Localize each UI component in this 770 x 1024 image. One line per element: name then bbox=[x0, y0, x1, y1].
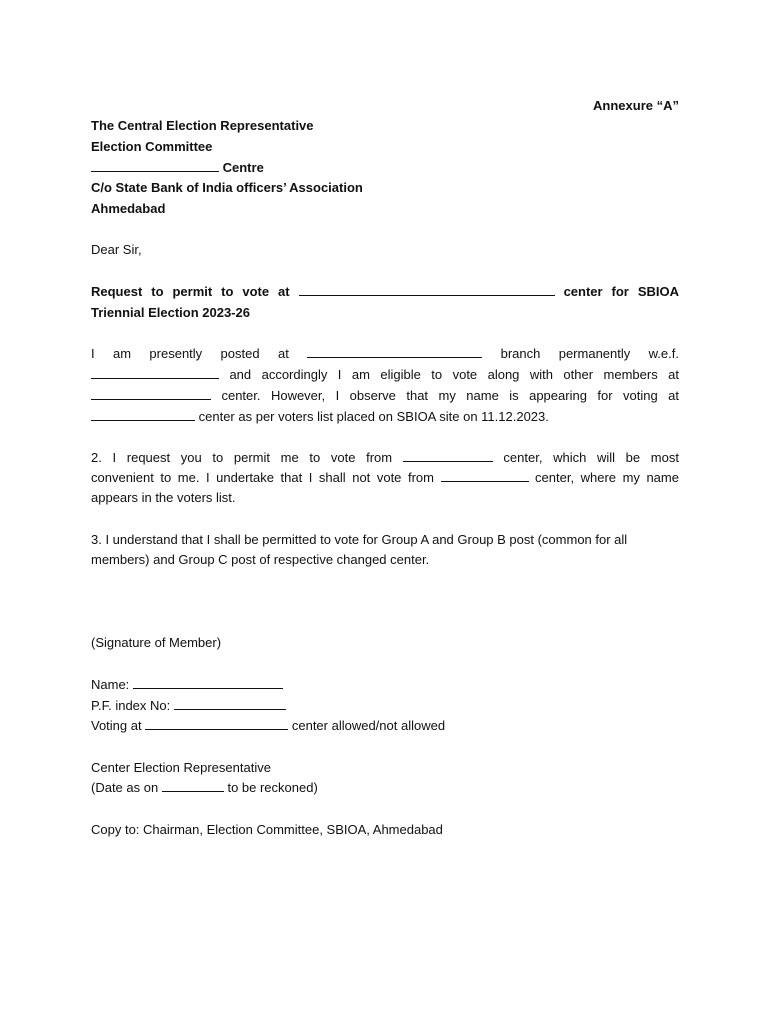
name-label: Name: bbox=[91, 677, 130, 692]
para1-line-4 bbox=[91, 409, 549, 425]
voting-at-label: Voting at bbox=[91, 718, 142, 733]
reckoned-label: to be reckoned) bbox=[227, 780, 318, 795]
para2-line-3: appears in the voters list. bbox=[91, 490, 236, 505]
para3-line-1: 3. I understand that I shall be permitted to vote for Group A and Group B post (common for all bbox=[91, 532, 628, 547]
centre-label: Centre bbox=[222, 160, 264, 175]
para2-text-c: convenient to me. I undertake that I shall not vote from bbox=[91, 470, 434, 485]
para1-text-e: center as per voters list placed on SBIOA site on 11.12.2023. bbox=[198, 409, 549, 424]
voting-at-row bbox=[91, 718, 445, 734]
date-as-on-label: (Date as on bbox=[91, 780, 159, 795]
pf-index-row bbox=[91, 698, 286, 714]
representative-date-row bbox=[91, 780, 318, 796]
subject-part-1: Request to permit to vote at bbox=[91, 284, 290, 299]
subject-center-blank[interactable] bbox=[299, 284, 555, 296]
address-line-4: C/o State Bank of India officers’ Association bbox=[91, 180, 363, 195]
voting-at-suffix: center allowed/not allowed bbox=[291, 718, 446, 733]
pf-index-field[interactable] bbox=[174, 698, 286, 710]
not-vote-center-blank[interactable] bbox=[441, 470, 529, 482]
subject-part-2: center for SBIOA bbox=[563, 284, 679, 299]
para1-text-b: branch permanently w.e.f. bbox=[500, 346, 679, 361]
annexure-label: Annexure “A” bbox=[593, 98, 679, 113]
subject-line-1 bbox=[91, 284, 679, 300]
wef-date-blank[interactable] bbox=[91, 367, 219, 379]
para1-line-3 bbox=[91, 388, 679, 404]
name-field[interactable] bbox=[133, 677, 283, 689]
address-line-2: Election Committee bbox=[91, 139, 213, 154]
para2-line-2 bbox=[91, 470, 679, 486]
para1-text-d: center. However, I observe that my name is appearing for voting at bbox=[221, 388, 679, 403]
salutation: Dear Sir, bbox=[91, 242, 142, 257]
appearing-center-blank[interactable] bbox=[91, 409, 195, 421]
para1-text-c: and accordingly I am eligible to vote along with other members at bbox=[229, 367, 679, 382]
representative-title: Center Election Representative bbox=[91, 760, 271, 775]
date-as-on-field[interactable] bbox=[162, 780, 224, 792]
pf-index-label: P.F. index No: bbox=[91, 698, 171, 713]
para2-line-1 bbox=[91, 450, 679, 466]
para2-text-d: center, where my name bbox=[535, 470, 679, 485]
para1-line-1 bbox=[91, 346, 679, 362]
vote-from-center-blank[interactable] bbox=[403, 450, 493, 462]
eligible-center-blank[interactable] bbox=[91, 388, 211, 400]
subject-line-2: Triennial Election 2023-26 bbox=[91, 305, 250, 320]
signature-label: (Signature of Member) bbox=[91, 635, 222, 650]
address-line-1: The Central Election Representative bbox=[91, 118, 314, 133]
name-row bbox=[91, 677, 283, 693]
voting-at-field[interactable] bbox=[145, 718, 288, 730]
address-line-centre bbox=[91, 160, 264, 176]
para2-text-b: center, which will be most bbox=[503, 450, 679, 465]
para3-line-2: members) and Group C post of respective changed center. bbox=[91, 552, 430, 567]
address-line-5: Ahmedabad bbox=[91, 201, 166, 216]
centre-blank[interactable] bbox=[91, 160, 219, 172]
copy-to: Copy to: Chairman, Election Committee, SBIOA, Ahmedabad bbox=[91, 822, 443, 837]
posted-branch-blank[interactable] bbox=[307, 346, 482, 358]
para1-line-2 bbox=[91, 367, 679, 383]
para1-text-a: I am presently posted at bbox=[91, 346, 289, 361]
para2-text-a: 2. I request you to permit me to vote from bbox=[91, 450, 393, 465]
